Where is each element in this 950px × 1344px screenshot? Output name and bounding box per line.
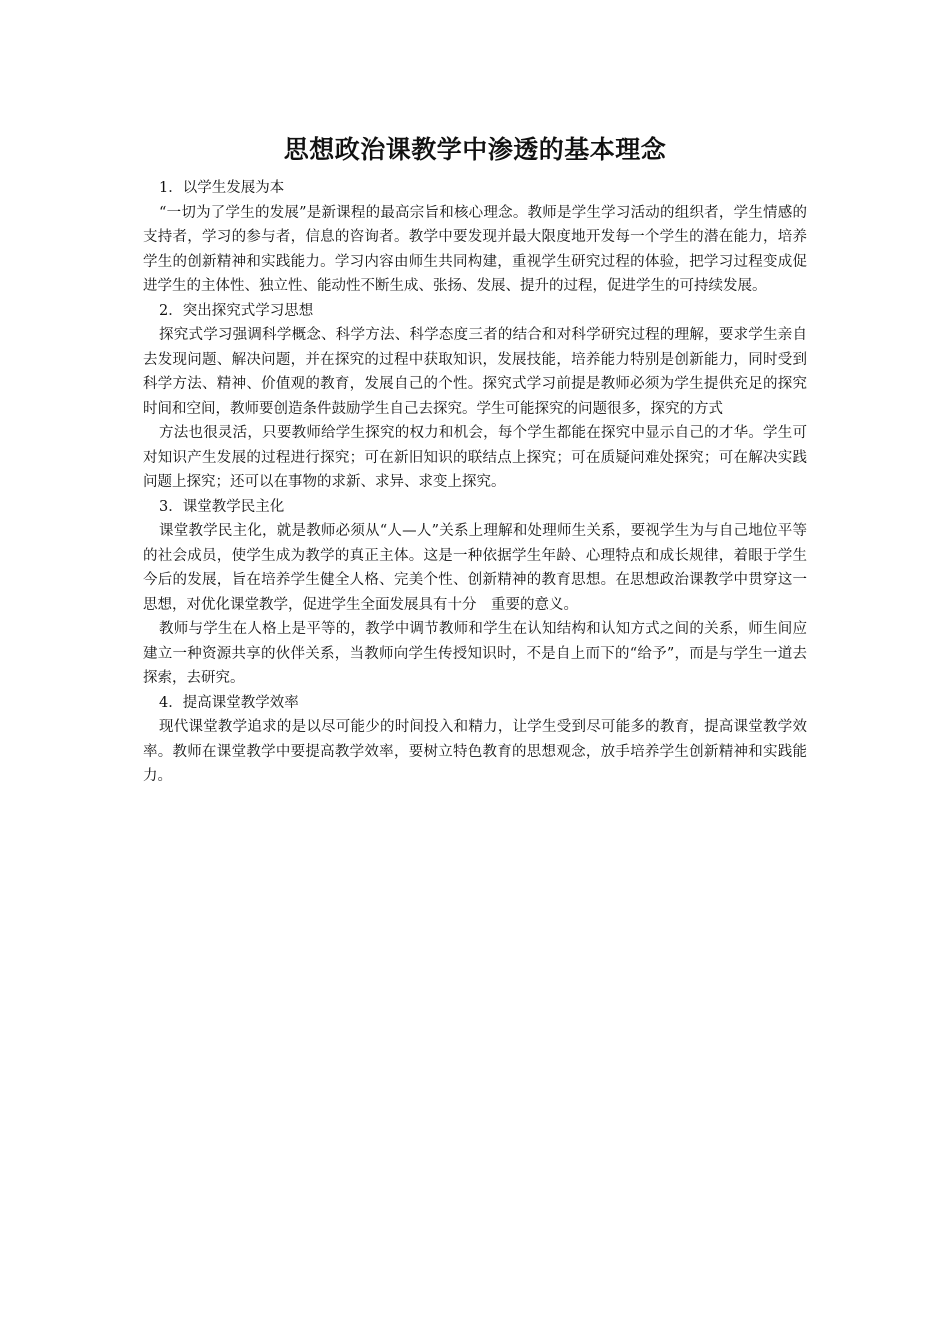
section-heading: 4．提高课堂教学效率 bbox=[159, 694, 299, 711]
paragraph: 课堂教学民主化，就是教师必须从“人—人”关系上理解和处理师生关系，要视学生为与自己地位平等的社会成员，使学生成为教学的真正主体。这是一种依据学生年龄、心理特点和成长规律，着眼于学生今后的发展，旨在培养学生健全人格、完美个性、创新精神的教育思想。在思想政治课教学中贯穿这一思想，对优化课堂教学，促进学生全面发展具有十分 重要的意义。 bbox=[143, 523, 807, 613]
section-4 bbox=[143, 691, 807, 789]
paragraph: 方法也很灵活，只要教师给学生探究的权力和机会，每个学生都能在探究中显示自己的才华。学生可对知识产生发展的过程进行探究；可在新旧知识的联结点上探究；可在质疑问难处探究；可在解决实践问题上探究；还可以在事物的求新、求异、求变上探究。 bbox=[143, 425, 807, 490]
section-3 bbox=[143, 495, 807, 691]
section-2 bbox=[143, 299, 807, 495]
paragraph: “一切为了学生的发展”是新课程的最高宗旨和核心理念。教师是学生学习活动的组织者，学生情感的支持者，学习的参与者，信息的咨询者。教学中要发现并最大限度地开发每一个学生的潜在能力，培养学生的创新精神和实践能力。学习内容由师生共同构建，重视学生研究过程的体验，把学习过程变成促进学生的主体性、独立性、能动性不断生成、张扬、发展、提升的过程，促进学生的可持续发展。 bbox=[143, 204, 807, 294]
section-heading: 1．以学生发展为本 bbox=[159, 180, 285, 196]
paragraph: 现代课堂教学追求的是以尽可能少的时间投入和精力，让学生受到尽可能多的教育，提高课堂教学效率。教师在课堂教学中要提高教学效率，要树立特色教育的思想观念，放手培养学生创新精神和实践能力。 bbox=[143, 719, 807, 784]
page-title: 思想政治课教学中渗透的基本理念 bbox=[283, 135, 667, 164]
paragraph: 探究式学习强调科学概念、科学方法、科学态度三者的结合和对科学研究过程的理解，要求学生亲自去发现问题、解决问题，并在探究的过程中获取知识，发展技能，培养能力特别是创新能力，同时受到科学方法、精神、价值观的教育，发展自己的个性。探究式学习前提是教师必须为学生提供充足的探究时间和空间，教师要创造条件鼓励学生自己去探究。学生可能探究的问题很多，探究的方式 bbox=[143, 327, 807, 417]
document-page bbox=[143, 128, 807, 789]
section-heading: 2．突出探究式学习思想 bbox=[159, 302, 314, 319]
paragraph: 教师与学生在人格上是平等的，教学中调节教师和学生在认知结构和认知方式之间的关系，师生间应建立一种资源共享的伙伴关系，当教师向学生传授知识时，不是自上而下的“给予”，而是与学生一道去探索，去研究。 bbox=[143, 621, 807, 686]
section-heading: 3．课堂教学民主化 bbox=[159, 498, 285, 515]
section-1 bbox=[143, 176, 807, 299]
